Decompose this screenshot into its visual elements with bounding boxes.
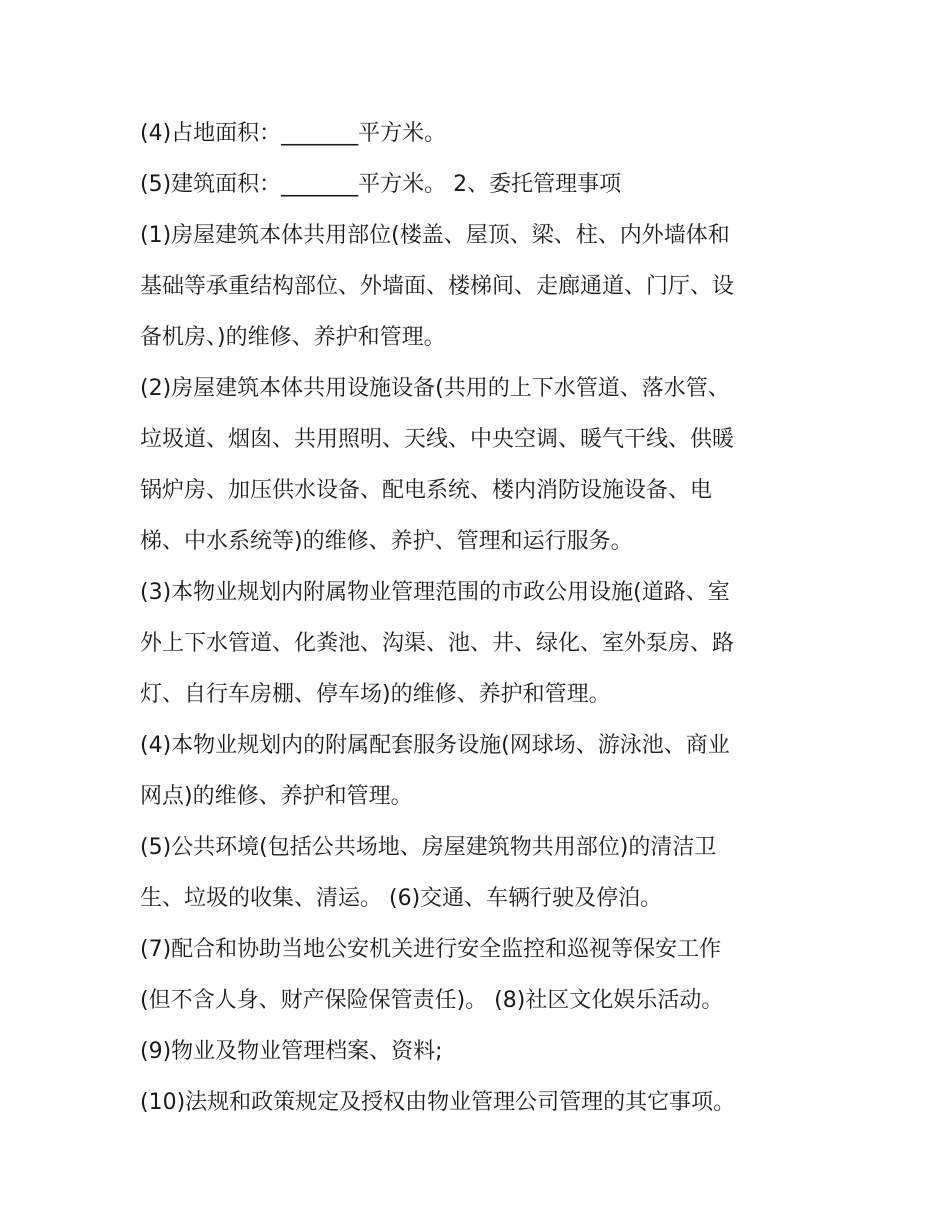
text-line: (10)法规和政策规定及授权由物业管理公司管理的其它事项。: [140, 1090, 736, 1115]
text-line: 垃圾道、烟囱、共用照明、天线、中央空调、暖气干线、供暖: [140, 427, 735, 452]
text-line: (7)配合和协助当地公安机关进行安全监控和巡视等保安工作: [140, 937, 722, 962]
text-line: (5)建筑面积：_______平方米。 2、委托管理事项: [140, 172, 622, 197]
document-page: [140, 108, 820, 1128]
text-line: (5)公共环境(包括公共场地、房屋建筑物共用部位)的清洁卫: [140, 835, 717, 860]
text-line: (2)房屋建筑本体共用设施设备(共用的上下水管道、落水管、: [140, 376, 730, 401]
text-line: 备机房、)的维修、养护和管理。: [140, 325, 446, 350]
text-line: (3)本物业规划内附属物业管理范围的市政公用设施(道路、室: [140, 580, 730, 605]
text-line: (4)本物业规划内的附属配套服务设施(网球场、游泳池、商业: [140, 733, 730, 758]
text-line: 梯、中水系统等)的维修、养护、管理和运行服务。: [140, 529, 633, 554]
text-line: 生、垃圾的收集、清运。 (6)交通、车辆行驶及停泊。: [140, 886, 663, 911]
text-line: 基础等承重结构部位、外墙面、楼梯间、走廊通道、门厅、设: [140, 274, 735, 299]
text-line: 锅炉房、加压供水设备、配电系统、楼内消防设施设备、电: [140, 478, 713, 503]
text-line: (9)物业及物业管理档案、资料;: [140, 1039, 443, 1064]
text-line: (但不含人身、财产保险保管责任)。 (8)社区文化娱乐活动。: [140, 988, 724, 1013]
text-line: 灯、自行车房棚、停车场)的维修、养护和管理。: [140, 682, 611, 707]
text-line: (4)占地面积：_______平方米。: [140, 121, 447, 146]
text-line: 网点)的维修、养护和管理。: [140, 784, 413, 809]
text-line: 外上下水管道、化粪池、沟渠、池、井、绿化、室外泵房、路: [140, 631, 735, 656]
text-line: (1)房屋建筑本体共用部位(楼盖、屋顶、梁、柱、内外墙体和: [140, 223, 730, 248]
